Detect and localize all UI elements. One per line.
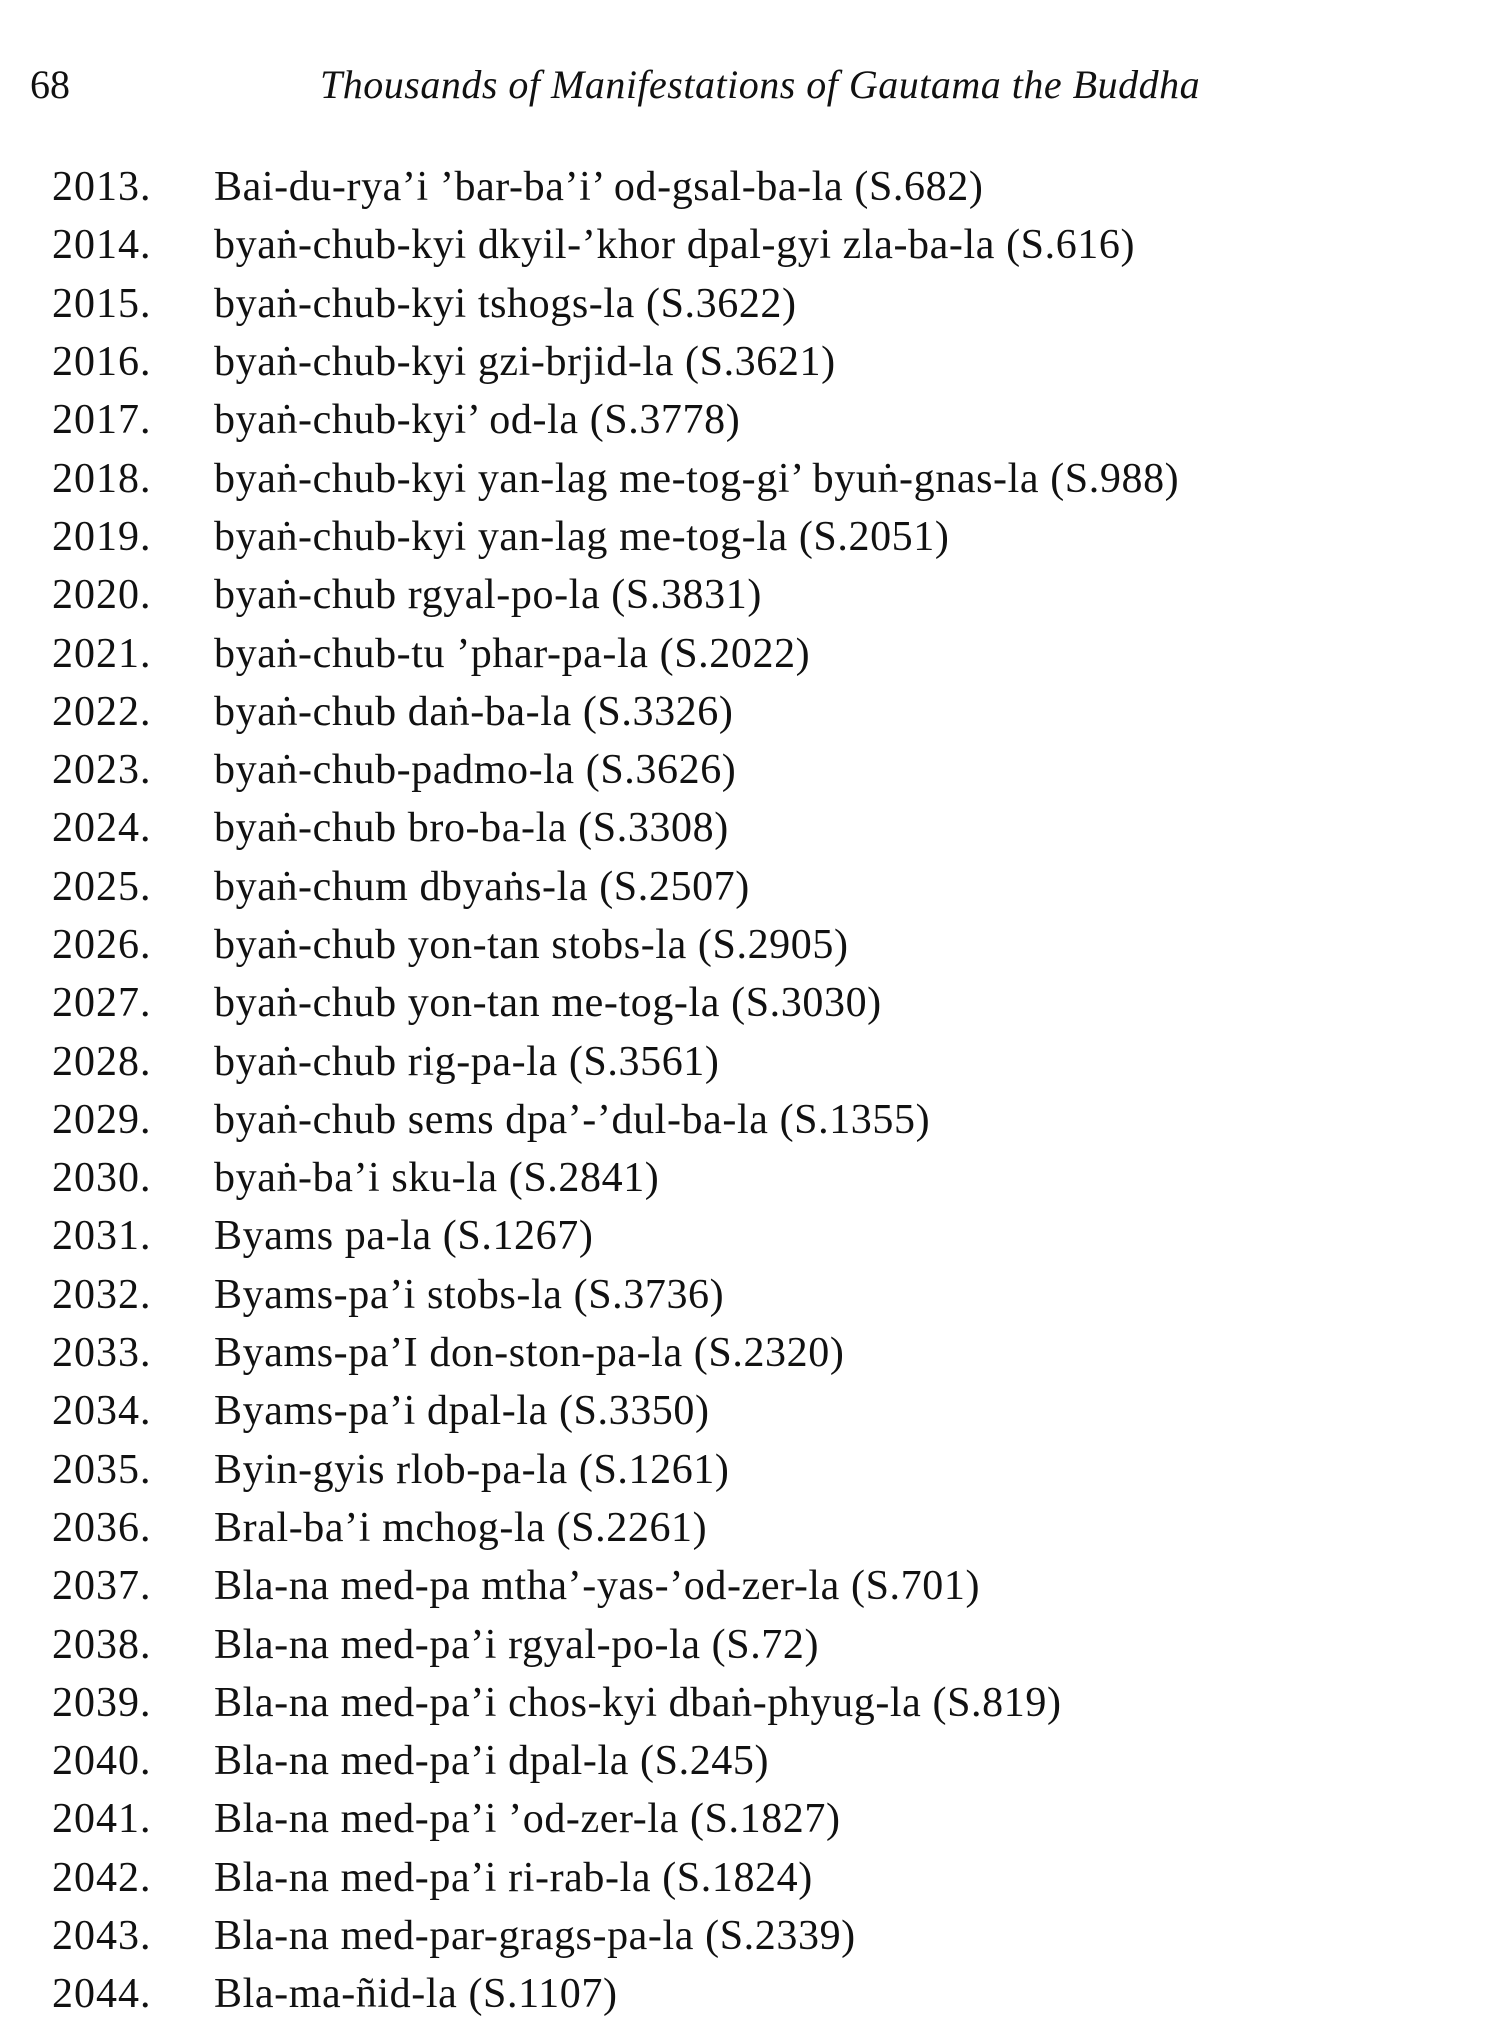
list-item (52, 508, 1472, 566)
list-item (52, 1557, 1472, 1615)
list-item (52, 974, 1472, 1032)
entry-number: 2043. (52, 1913, 152, 1960)
entry-text: Bla-na med-pa’i rgyal-po-la (S.72) (214, 1621, 820, 1668)
list-item (52, 391, 1472, 449)
entry-number: 2033. (52, 1330, 152, 1377)
entry-text: byaṅ-chub daṅ-ba-la (S.3326) (214, 688, 734, 735)
entry-number: 2022. (52, 688, 152, 735)
entry-text: byaṅ-chub bro-ba-la (S.3308) (214, 805, 729, 852)
entry-text: byaṅ-chub-tu ’phar-pa-la (S.2022) (214, 630, 811, 677)
list-item (52, 566, 1472, 624)
entry-text: byaṅ-chub-kyi gzi-brjid-la (S.3621) (214, 339, 836, 386)
entry-text: Bla-ma-ñid-la (S.1107) (214, 1971, 618, 2018)
entry-number: 2031. (52, 1213, 152, 1260)
list-item (52, 683, 1472, 741)
entry-number: 2042. (52, 1854, 152, 1901)
list-item (52, 858, 1472, 916)
entry-number: 2016. (52, 339, 152, 386)
list-item (52, 1382, 1472, 1440)
entry-text: byaṅ-chub rgyal-po-la (S.3831) (214, 572, 762, 619)
page-header (30, 55, 1500, 115)
list-item (52, 799, 1472, 857)
list-item (52, 1615, 1472, 1673)
entry-number: 2034. (52, 1388, 152, 1435)
entry-text: byaṅ-chub yon-tan stobs-la (S.2905) (214, 922, 849, 968)
entry-text: Byams-pa’i dpal-la (S.3350) (214, 1388, 710, 1435)
list-item (52, 1032, 1472, 1090)
entry-text: Bla-na med-pa’i chos-kyi dbaṅ-phyug-la (S.819) (214, 1679, 1062, 1726)
entry-text: Bla-na med-pa’i ’od-zer-la (S.1827) (214, 1796, 841, 1843)
entry-text: Bla-na med-pa’i dpal-la (S.245) (214, 1738, 770, 1785)
list-item (52, 1091, 1472, 1149)
entry-number: 2014. (52, 222, 152, 269)
entry-text: byaṅ-chub-kyi’ od-la (S.3778) (214, 397, 741, 444)
entry-text: Byams-pa’i stobs-la (S.3736) (214, 1271, 725, 1318)
entry-text: byaṅ-chum dbyaṅs-la (S.2507) (214, 863, 750, 910)
list-item (52, 1266, 1472, 1324)
entry-text: Bral-ba’i mchog-la (S.2261) (214, 1504, 708, 1551)
entry-text: byaṅ-ba’i sku-la (S.2841) (214, 1155, 660, 1202)
list-item (52, 333, 1472, 391)
list-item (52, 1441, 1472, 1499)
list-item (52, 1324, 1472, 1382)
entry-text: byaṅ-chub yon-tan me-tog-la (S.3030) (214, 980, 882, 1027)
entry-number: 2024. (52, 805, 152, 852)
entry-number: 2029. (52, 1096, 152, 1143)
entry-text: Byams-pa’I don-ston-pa-la (S.2320) (214, 1330, 845, 1377)
list-item (52, 1907, 1472, 1965)
list-item (52, 1965, 1472, 2023)
entry-number: 2041. (52, 1796, 152, 1843)
entry-text: Bla-na med-pa’i ri-rab-la (S.1824) (214, 1854, 813, 1901)
entry-number: 2026. (52, 922, 152, 968)
list-item (52, 624, 1472, 682)
entry-number: 2017. (52, 397, 152, 444)
list-item (52, 916, 1472, 974)
entry-number: 2032. (52, 1271, 152, 1318)
list-item (52, 158, 1472, 216)
list-item (52, 1207, 1472, 1265)
entry-number: 2035. (52, 1446, 152, 1493)
list-item (52, 449, 1472, 507)
entry-number: 2039. (52, 1679, 152, 1726)
entry-number: 2038. (52, 1621, 152, 1668)
entry-number: 2020. (52, 572, 152, 619)
entry-number: 2023. (52, 747, 152, 794)
entry-number: 2027. (52, 980, 152, 1027)
list-item (52, 1499, 1472, 1557)
list-item (52, 1732, 1472, 1790)
entry-text: Bla-na med-pa mtha’-yas-’od-zer-la (S.701) (214, 1563, 981, 1610)
entry-number: 2036. (52, 1504, 152, 1551)
entry-text: Byin-gyis rlob-pa-la (S.1261) (214, 1446, 730, 1493)
entry-number: 2019. (52, 513, 152, 560)
entry-number: 2044. (52, 1971, 152, 2018)
entry-text: Bla-na med-par-grags-pa-la (S.2339) (214, 1913, 856, 1960)
list-item (52, 1790, 1472, 1848)
entry-text: byaṅ-chub-kyi yan-lag me-tog-la (S.2051) (214, 513, 950, 560)
entry-text: Byams pa-la (S.1267) (214, 1213, 594, 1260)
page-number: 68 (30, 62, 70, 107)
list-item (52, 741, 1472, 799)
list-item (52, 1674, 1472, 1732)
entry-text: byaṅ-chub sems dpa’-’dul-ba-la (S.1355) (214, 1096, 931, 1143)
entry-number: 2013. (52, 164, 152, 211)
entry-text: byaṅ-chub-padmo-la (S.3626) (214, 747, 737, 794)
list-item (52, 275, 1472, 333)
running-title: Thousands of Manifestations of Gautama the Buddha (320, 62, 1201, 107)
entry-number: 2015. (52, 280, 152, 327)
list-item (52, 1149, 1472, 1207)
entry-text: byaṅ-chub-kyi dkyil-’khor dpal-gyi zla-ba-la (S.616) (214, 222, 1136, 269)
entry-text: byaṅ-chub rig-pa-la (S.3561) (214, 1038, 720, 1085)
entry-text: byaṅ-chub-kyi yan-lag me-tog-gi’ byuṅ-gnas-la (S.988) (214, 455, 1180, 502)
entry-number: 2037. (52, 1563, 152, 1610)
entry-number: 2025. (52, 863, 152, 910)
entry-text: Bai-du-rya’i ’bar-ba’i’ od-gsal-ba-la (S.682) (214, 164, 984, 211)
entry-number: 2028. (52, 1038, 152, 1085)
entry-number: 2018. (52, 455, 152, 502)
list-item (52, 1849, 1472, 1907)
entry-list (52, 158, 1472, 2024)
entry-number: 2040. (52, 1738, 152, 1785)
entry-number: 2030. (52, 1155, 152, 1202)
entry-number: 2021. (52, 630, 152, 677)
list-item (52, 216, 1472, 274)
entry-text: byaṅ-chub-kyi tshogs-la (S.3622) (214, 280, 797, 327)
